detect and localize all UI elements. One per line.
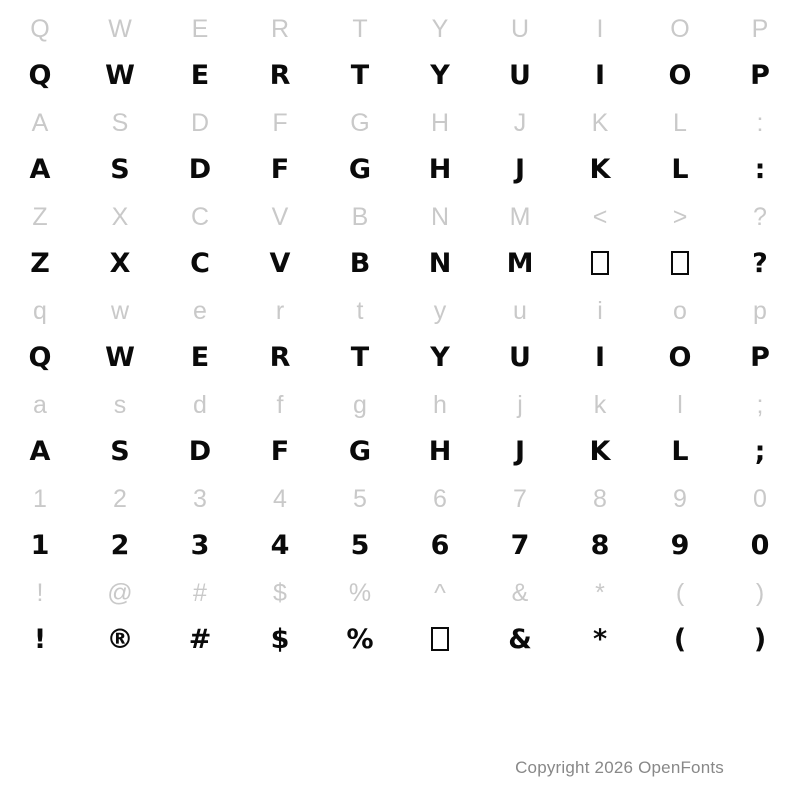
- glyph-char: D: [188, 154, 212, 185]
- reference-char: >: [672, 203, 688, 231]
- glyph-char: N: [428, 248, 452, 279]
- glyph-char: T: [350, 60, 370, 91]
- glyph-char: B: [349, 248, 371, 279]
- reference-char: &: [511, 579, 529, 607]
- reference-char: I: [596, 15, 604, 43]
- reference-char: U: [510, 15, 530, 43]
- reference-char: ^: [434, 579, 446, 607]
- glyph-char: 1: [30, 530, 50, 561]
- reference-char: <: [592, 203, 608, 231]
- reference-char: 8: [593, 485, 607, 513]
- glyph-char: E: [190, 60, 210, 91]
- reference-row-asdf-lower: [0, 382, 800, 428]
- reference-char: 6: [433, 485, 447, 513]
- glyph-char: ): [753, 624, 767, 655]
- glyph-char: P: [750, 342, 770, 373]
- reference-char: 3: [193, 485, 207, 513]
- reference-char: 0: [753, 485, 767, 513]
- reference-char: O: [670, 15, 690, 43]
- reference-char: P: [751, 15, 769, 43]
- reference-char: F: [272, 109, 288, 137]
- reference-char: (: [675, 579, 685, 607]
- glyph-char: I: [594, 60, 606, 91]
- glyph-char: $: [270, 624, 290, 655]
- glyph-missing-box: [400, 616, 480, 664]
- reference-char: X: [111, 203, 129, 231]
- reference-char: y: [433, 297, 447, 325]
- glyph-char: 0: [750, 530, 770, 561]
- reference-char: s: [113, 391, 127, 419]
- glyph-char: ?: [752, 248, 768, 279]
- glyph-char: F: [270, 436, 290, 467]
- reference-char: g: [353, 391, 367, 419]
- glyph-char: S: [110, 154, 130, 185]
- reference-char: Z: [32, 203, 48, 231]
- glyph-char: !: [33, 624, 47, 655]
- glyph-char: I: [594, 342, 606, 373]
- glyph-row-zxcv-upper: [0, 240, 800, 288]
- reference-char: e: [193, 297, 207, 325]
- glyph-char: P: [750, 60, 770, 91]
- reference-char: 2: [113, 485, 127, 513]
- reference-char: V: [271, 203, 289, 231]
- glyph-char: T: [350, 342, 370, 373]
- reference-char: l: [677, 391, 683, 419]
- reference-row-qwerty-lower: [0, 288, 800, 334]
- glyph-char: E: [190, 342, 210, 373]
- glyph-char: A: [29, 154, 51, 185]
- glyph-row-asdf-lower: [0, 428, 800, 476]
- glyph-char: 4: [270, 530, 290, 561]
- glyph-char: 3: [190, 530, 210, 561]
- glyph-row-qwerty-upper: [0, 52, 800, 100]
- reference-char: 4: [273, 485, 287, 513]
- reference-char: H: [430, 109, 450, 137]
- reference-char: M: [509, 203, 531, 231]
- glyph-char: U: [509, 60, 531, 91]
- reference-char: $: [273, 579, 287, 607]
- reference-char: !: [36, 579, 44, 607]
- glyph-char: J: [514, 154, 526, 185]
- missing-glyph-icon: [591, 251, 609, 275]
- reference-char: B: [351, 203, 369, 231]
- glyph-char: F: [270, 154, 290, 185]
- reference-char: Y: [431, 15, 449, 43]
- reference-char: 9: [673, 485, 687, 513]
- reference-char: i: [597, 297, 603, 325]
- glyph-char: %: [346, 624, 374, 655]
- reference-char: K: [591, 109, 609, 137]
- reference-char: G: [350, 109, 370, 137]
- glyph-char: J: [514, 436, 526, 467]
- glyph-char: 6: [430, 530, 450, 561]
- reference-char: W: [108, 15, 132, 43]
- glyph-char: U: [509, 342, 531, 373]
- reference-char: D: [190, 109, 210, 137]
- reference-row-digits: [0, 476, 800, 522]
- glyph-char: O: [668, 60, 692, 91]
- reference-row-zxcv-upper: [0, 194, 800, 240]
- reference-char: r: [275, 297, 285, 325]
- glyph-char: 5: [350, 530, 370, 561]
- glyph-char: W: [105, 342, 135, 373]
- glyph-char: 8: [590, 530, 610, 561]
- reference-char: u: [513, 297, 527, 325]
- glyph-char: A: [29, 436, 51, 467]
- glyph-char: ;: [754, 436, 766, 467]
- missing-glyph-icon: [431, 627, 449, 651]
- glyph-char: Y: [430, 60, 450, 91]
- glyph-char: Q: [28, 60, 52, 91]
- reference-char: %: [348, 579, 372, 607]
- reference-char: J: [513, 109, 527, 137]
- reference-char: h: [433, 391, 447, 419]
- glyph-char: G: [348, 436, 372, 467]
- reference-char: a: [33, 391, 47, 419]
- glyph-char: W: [105, 60, 135, 91]
- glyph-char: *: [592, 624, 608, 655]
- glyph-char: G: [348, 154, 372, 185]
- glyph-char: K: [589, 154, 611, 185]
- glyph-row-digits: [0, 522, 800, 570]
- reference-char: ?: [753, 203, 767, 231]
- reference-char: Q: [30, 15, 50, 43]
- reference-char: 7: [513, 485, 527, 513]
- glyph-char: ®: [106, 624, 134, 655]
- glyph-char: 9: [670, 530, 690, 561]
- glyph-char: 7: [510, 530, 530, 561]
- reference-char: 1: [33, 485, 47, 513]
- reference-char: @: [107, 579, 133, 607]
- glyph-char: V: [269, 248, 291, 279]
- glyph-char: X: [109, 248, 131, 279]
- glyph-char: H: [428, 154, 452, 185]
- reference-char: :: [756, 109, 764, 137]
- reference-char: ): [755, 579, 765, 607]
- glyph-char: &: [508, 624, 532, 655]
- reference-char: q: [33, 297, 47, 325]
- reference-char: C: [190, 203, 210, 231]
- glyph-row-asdf-upper: [0, 146, 800, 194]
- glyph-char: O: [668, 342, 692, 373]
- reference-char: ;: [756, 391, 764, 419]
- reference-char: *: [595, 579, 605, 607]
- reference-char: R: [270, 15, 290, 43]
- glyph-missing-box: [560, 240, 640, 288]
- reference-char: f: [276, 391, 284, 419]
- glyph-char: M: [506, 248, 534, 279]
- glyph-char: Z: [30, 248, 50, 279]
- reference-char: T: [352, 15, 368, 43]
- glyph-row-qwerty-lower: [0, 334, 800, 382]
- glyph-char: Q: [28, 342, 52, 373]
- reference-char: t: [356, 297, 364, 325]
- reference-char: L: [673, 109, 687, 137]
- glyph-char: :: [754, 154, 766, 185]
- reference-char: 5: [353, 485, 367, 513]
- glyph-char: S: [110, 436, 130, 467]
- reference-char: N: [430, 203, 450, 231]
- reference-char: d: [193, 391, 207, 419]
- glyph-char: R: [269, 60, 291, 91]
- glyph-char: L: [671, 436, 689, 467]
- glyph-char: K: [589, 436, 611, 467]
- reference-char: o: [673, 297, 687, 325]
- glyph-char: Y: [430, 342, 450, 373]
- glyph-char: R: [269, 342, 291, 373]
- glyph-row-symbols: [0, 616, 800, 664]
- glyph-char: #: [188, 624, 212, 655]
- glyph-char: H: [428, 436, 452, 467]
- glyph-char: D: [188, 436, 212, 467]
- glyph-char: (: [673, 624, 687, 655]
- glyph-char: C: [190, 248, 210, 279]
- reference-row-qwerty-upper: [0, 6, 800, 52]
- reference-char: A: [31, 109, 49, 137]
- reference-char: S: [111, 109, 129, 137]
- reference-char: k: [593, 391, 607, 419]
- reference-char: j: [517, 391, 523, 419]
- reference-char: w: [110, 297, 130, 325]
- glyph-missing-box: [640, 240, 720, 288]
- reference-row-asdf-upper: [0, 100, 800, 146]
- reference-char: E: [191, 15, 209, 43]
- missing-glyph-icon: [671, 251, 689, 275]
- glyph-char: L: [671, 154, 689, 185]
- reference-char: #: [193, 579, 207, 607]
- copyright-notice: Copyright 2026 OpenFonts: [515, 758, 724, 777]
- reference-char: p: [753, 297, 767, 325]
- glyph-char: 2: [110, 530, 130, 561]
- reference-row-symbols: [0, 570, 800, 616]
